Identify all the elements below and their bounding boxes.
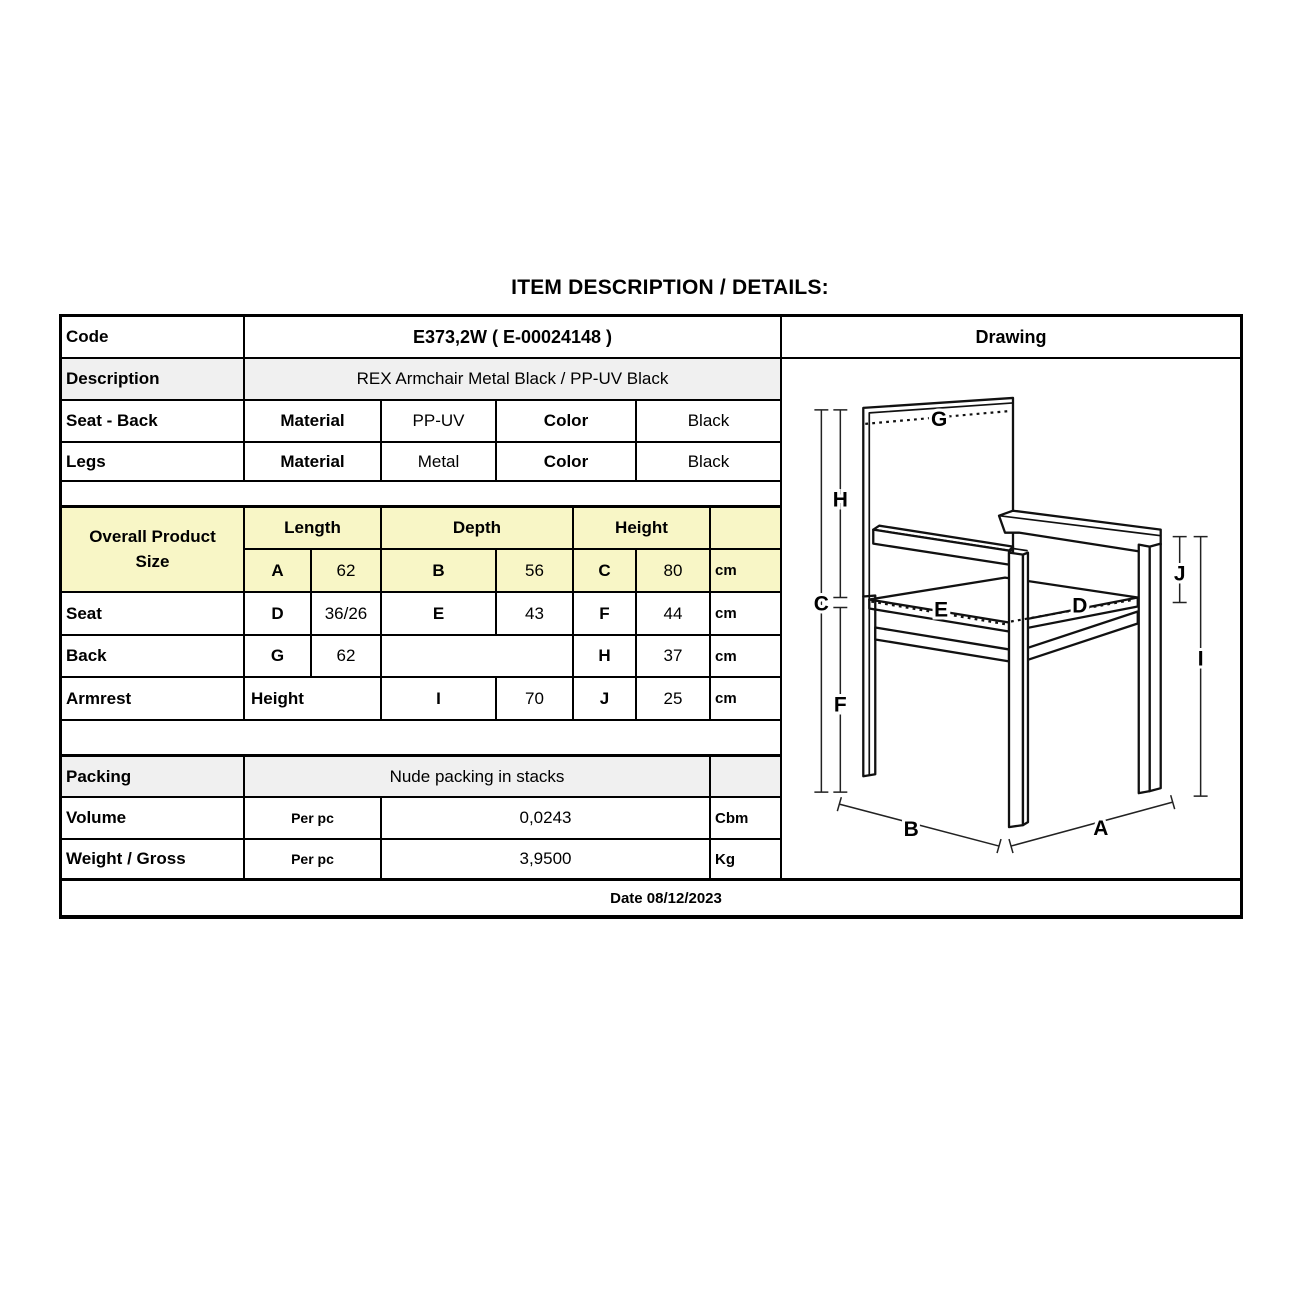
back-empty-cell (382, 636, 574, 678)
packing-value: Nude packing in stacks (245, 757, 711, 798)
armrest-height-label: Height (245, 678, 382, 721)
seat-back-material-value: PP-UV (382, 401, 497, 443)
seat-value-f: 44 (637, 593, 711, 636)
overall-unit: cm (711, 550, 782, 593)
seat-back-label: Seat - Back (62, 401, 245, 443)
seat-value-e: 43 (497, 593, 574, 636)
dim-label-b: B (903, 818, 919, 842)
dim-label-j: J (1173, 562, 1186, 586)
code-value: E373,2W ( E-00024148 ) (245, 317, 782, 359)
seat-letter-e: E (382, 593, 497, 636)
volume-per-pc: Per pc (245, 798, 382, 840)
page-title: ITEM DESCRIPTION / DETAILS: (511, 276, 829, 299)
drawing-cell (782, 359, 1240, 881)
size-col-height: Height (574, 508, 711, 550)
seat-unit: cm (711, 593, 782, 636)
legs-color-value: Black (637, 443, 782, 482)
drawing-header: Drawing (782, 317, 1240, 359)
dim-line-a (1009, 795, 1175, 853)
code-label: Code (62, 317, 245, 359)
overall-letter-a: A (245, 550, 312, 593)
chair-technical-drawing (782, 359, 1240, 878)
packing-unit-empty (711, 757, 782, 798)
seat-back-color-label: Color (497, 401, 637, 443)
overall-value-c: 80 (637, 550, 711, 593)
overall-value-a: 62 (312, 550, 382, 593)
chair-left-rail (875, 627, 1009, 661)
armrest-letter-i: I (382, 678, 497, 721)
back-unit: cm (711, 636, 782, 678)
dim-label-i: I (1197, 647, 1204, 671)
volume-value: 0,0243 (382, 798, 711, 840)
chair-front-left-leg (1009, 553, 1023, 827)
size-col-length: Length (245, 508, 382, 550)
chair-right-rail (1023, 612, 1138, 662)
dim-label-g: G (930, 407, 948, 431)
back-letter-h: H (574, 636, 637, 678)
dim-label-a: A (1093, 817, 1109, 841)
date-row: Date 08/12/2023 (610, 889, 722, 907)
chair-right-armrest (999, 511, 1161, 552)
overall-value-b: 56 (497, 550, 574, 593)
legs-material-value: Metal (382, 443, 497, 482)
legs-material-label: Material (245, 443, 382, 482)
dim-label-c: C (813, 592, 829, 616)
dim-label-e: E (934, 598, 949, 622)
legs-label: Legs (62, 443, 245, 482)
packing-label: Packing (62, 757, 245, 798)
armrest-value-j: 25 (637, 678, 711, 721)
spec-table (59, 314, 1243, 919)
description-label: Description (62, 359, 245, 401)
description-value: REX Armchair Metal Black / PP-UV Black (245, 359, 782, 401)
armrest-letter-j: J (574, 678, 637, 721)
overall-letter-b: B (382, 550, 497, 593)
seat-letter-d: D (245, 593, 312, 636)
seat-back-color-value: Black (637, 401, 782, 443)
overall-letter-c: C (574, 550, 637, 593)
size-col-depth: Depth (382, 508, 574, 550)
seat-letter-f: F (574, 593, 637, 636)
weight-label: Weight / Gross (62, 840, 245, 881)
spacer-row (62, 482, 782, 508)
seat-row-label: Seat (62, 593, 245, 636)
weight-unit: Kg (711, 840, 782, 881)
armrest-unit: cm (711, 678, 782, 721)
back-letter-g: G (245, 636, 312, 678)
volume-unit: Cbm (711, 798, 782, 840)
dim-line-b (837, 797, 1001, 853)
armrest-value-i: 70 (497, 678, 574, 721)
dim-label-h: H (832, 488, 848, 512)
volume-label: Volume (62, 798, 245, 840)
overall-size-label: Overall Product Size (62, 508, 245, 593)
weight-per-pc: Per pc (245, 840, 382, 881)
seat-back-material-label: Material (245, 401, 382, 443)
back-value-h: 37 (637, 636, 711, 678)
size-col-unit-empty (711, 508, 782, 550)
legs-color-label: Color (497, 443, 637, 482)
back-row-label: Back (62, 636, 245, 678)
seat-value-d: 36/26 (312, 593, 382, 636)
spacer-row (62, 721, 782, 757)
armrest-row-label: Armrest (62, 678, 245, 721)
chair-front-right-leg (1139, 545, 1150, 794)
dim-label-d: D (1072, 594, 1088, 618)
weight-value: 3,9500 (382, 840, 711, 881)
dim-label-f: F (833, 693, 847, 717)
back-value-g: 62 (312, 636, 382, 678)
